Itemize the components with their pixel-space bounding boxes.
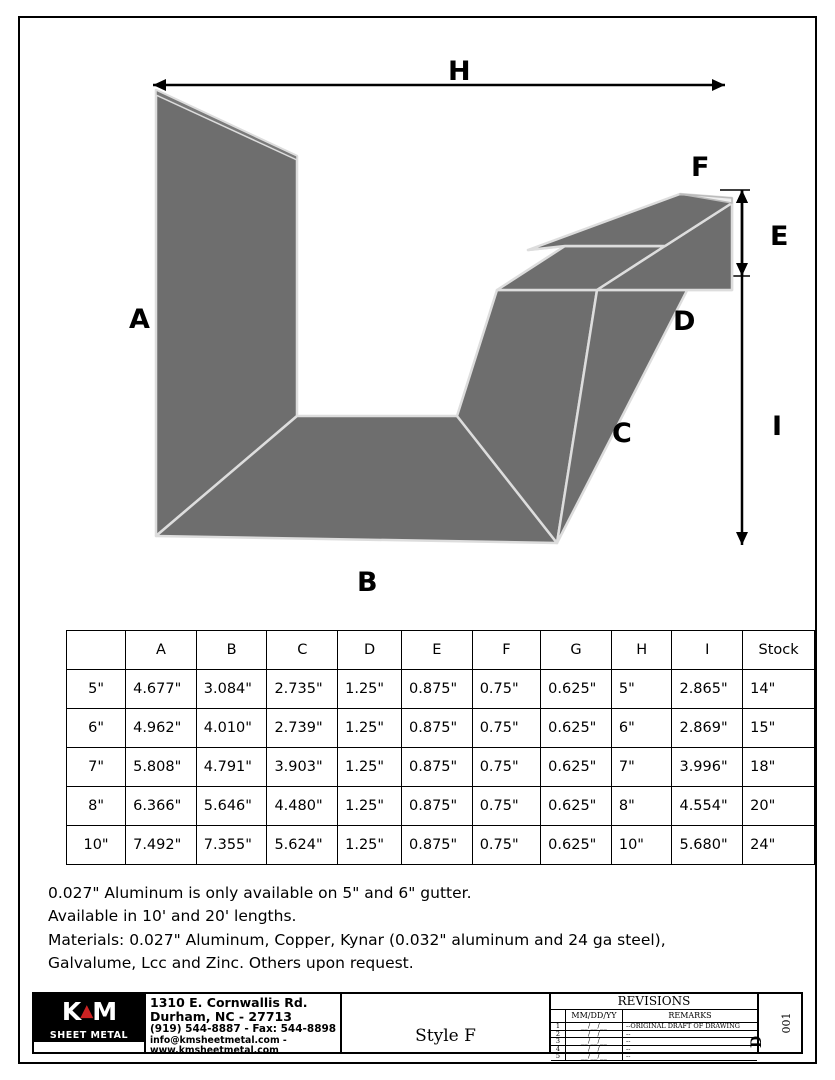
cell-c: 2.739" bbox=[267, 709, 338, 748]
rev-num: 4 bbox=[551, 1046, 566, 1053]
dimension-table bbox=[66, 630, 815, 865]
cell-b: 3.084" bbox=[196, 670, 267, 709]
rev-num: 5 bbox=[551, 1053, 566, 1060]
cell-c: 3.903" bbox=[267, 748, 338, 787]
cell-stock: 24" bbox=[743, 826, 815, 865]
rev-remarks: -- bbox=[626, 1029, 631, 1038]
logo-m: M bbox=[92, 996, 117, 1026]
label-d: D bbox=[673, 306, 696, 337]
cell-f: 0.75" bbox=[472, 748, 540, 787]
rev-remarks: -- bbox=[626, 1052, 631, 1061]
label-i: I bbox=[772, 411, 783, 442]
table-row bbox=[67, 670, 815, 709]
notes-block bbox=[48, 882, 768, 975]
rev-head-date: MM/DD/YY bbox=[566, 1010, 623, 1022]
table-row bbox=[67, 709, 815, 748]
label-e: E bbox=[770, 221, 789, 252]
cell-g: 0.625" bbox=[541, 670, 612, 709]
th-e: E bbox=[402, 631, 473, 670]
cell-size: 5" bbox=[67, 670, 126, 709]
revisions-title: REVISIONS bbox=[551, 994, 757, 1010]
cell-e: 0.875" bbox=[402, 826, 473, 865]
cell-f: 0.75" bbox=[472, 670, 540, 709]
cell-d: 1.25" bbox=[338, 826, 402, 865]
cell-h: 8" bbox=[611, 787, 672, 826]
cell-e: 0.875" bbox=[402, 748, 473, 787]
rev-remarks: --ORIGINAL DRAFT OF DRAWING bbox=[626, 1022, 740, 1030]
cell-b: 4.010" bbox=[196, 709, 267, 748]
table-row bbox=[67, 748, 815, 787]
rev-remarks: -- bbox=[626, 1037, 631, 1046]
cell-e: 0.875" bbox=[402, 670, 473, 709]
address-line-2: Durham, NC - 27713 bbox=[150, 1009, 292, 1024]
gutter-profile-drawing bbox=[20, 18, 815, 618]
label-a: A bbox=[129, 304, 150, 335]
table-row bbox=[67, 787, 815, 826]
cell-size: 7" bbox=[67, 748, 126, 787]
cell-stock: 20" bbox=[743, 787, 815, 826]
logo-k: K bbox=[61, 996, 81, 1026]
address-line-1: 1310 E. Cornwallis Rd. bbox=[150, 995, 308, 1010]
rev-date: __/__/__ bbox=[566, 1023, 623, 1030]
th-a: A bbox=[126, 631, 197, 670]
table-header-row bbox=[67, 631, 815, 670]
cell-a: 4.962" bbox=[126, 709, 197, 748]
cell-i: 2.869" bbox=[672, 709, 743, 748]
cell-e: 0.875" bbox=[402, 787, 473, 826]
th-g: G bbox=[541, 631, 612, 670]
cell-f: 0.75" bbox=[472, 787, 540, 826]
cell-c: 4.480" bbox=[267, 787, 338, 826]
logo-text bbox=[34, 994, 144, 1028]
rev-remarks: -- bbox=[626, 1044, 631, 1053]
note-line-1: 0.027" Aluminum is only available on 5" and 6" gutter. bbox=[48, 884, 472, 902]
cell-g: 0.625" bbox=[541, 748, 612, 787]
cell-a: 5.808" bbox=[126, 748, 197, 787]
arrowhead-h-left bbox=[153, 79, 166, 91]
cell-e: 0.875" bbox=[402, 709, 473, 748]
sheet-number: 001 bbox=[780, 1012, 793, 1034]
cell-d: 1.25" bbox=[338, 670, 402, 709]
cell-h: 7" bbox=[611, 748, 672, 787]
rev-num: 1 bbox=[551, 1023, 566, 1030]
label-f: F bbox=[691, 152, 710, 183]
cell-d: 1.25" bbox=[338, 709, 402, 748]
company-address bbox=[146, 994, 342, 1057]
cell-h: 5" bbox=[611, 670, 672, 709]
th-b: B bbox=[196, 631, 267, 670]
rev-date: __/__/__ bbox=[566, 1053, 623, 1060]
cell-size: 6" bbox=[67, 709, 126, 748]
sheet-info bbox=[749, 994, 801, 1052]
rev-head-num bbox=[551, 1010, 566, 1022]
cell-stock: 18" bbox=[743, 748, 815, 787]
cell-h: 10" bbox=[611, 826, 672, 865]
drawing-sheet bbox=[18, 16, 817, 1064]
table-row bbox=[67, 826, 815, 865]
th-stock: Stock bbox=[743, 631, 815, 670]
arrowhead-h-right bbox=[712, 79, 725, 91]
revision-row bbox=[551, 1053, 757, 1061]
th-d: D bbox=[338, 631, 402, 670]
cell-g: 0.625" bbox=[541, 787, 612, 826]
cell-size: 10" bbox=[67, 826, 126, 865]
rev-num: 2 bbox=[551, 1031, 566, 1038]
cell-i: 5.680" bbox=[672, 826, 743, 865]
cell-c: 5.624" bbox=[267, 826, 338, 865]
cell-i: 4.554" bbox=[672, 787, 743, 826]
title-block bbox=[32, 992, 803, 1061]
note-line-4: Galvalume, Lcc and Zinc. Others upon request. bbox=[48, 953, 414, 972]
rev-date: __/__/__ bbox=[566, 1046, 623, 1053]
cell-d: 1.25" bbox=[338, 748, 402, 787]
cell-stock: 14" bbox=[743, 670, 815, 709]
note-line-2: Available in 10' and 20' lengths. bbox=[48, 907, 297, 926]
th-i: I bbox=[672, 631, 743, 670]
cell-f: 0.75" bbox=[472, 709, 540, 748]
cell-b: 7.355" bbox=[196, 826, 267, 865]
logo-subtitle: SHEET METAL bbox=[34, 1028, 144, 1042]
rev-date: __/__/__ bbox=[566, 1031, 623, 1038]
note-line-3: Materials: 0.027" Aluminum, Copper, Kynar (0.032" aluminum and 24 ga steel), bbox=[48, 930, 666, 949]
cell-a: 6.366" bbox=[126, 787, 197, 826]
cell-a: 4.677" bbox=[126, 670, 197, 709]
contact-line: info@kmsheetmetal.com - www.kmsheetmetal.com bbox=[150, 1034, 287, 1057]
label-h: H bbox=[448, 56, 471, 87]
company-logo bbox=[34, 994, 146, 1052]
rev-date: __/__/__ bbox=[566, 1038, 623, 1045]
cell-size: 8" bbox=[67, 787, 126, 826]
rev-num: 3 bbox=[551, 1038, 566, 1045]
cell-i: 2.865" bbox=[672, 670, 743, 709]
cell-d: 1.25" bbox=[338, 787, 402, 826]
label-c: C bbox=[612, 418, 632, 449]
th-size bbox=[67, 631, 126, 670]
cell-g: 0.625" bbox=[541, 709, 612, 748]
cell-g: 0.625" bbox=[541, 826, 612, 865]
th-f: F bbox=[472, 631, 540, 670]
cell-a: 7.492" bbox=[126, 826, 197, 865]
arrowhead-e-bottom bbox=[736, 263, 748, 276]
sheet-size: D bbox=[749, 1035, 765, 1048]
rev-head-remarks: REMARKS bbox=[668, 1011, 712, 1020]
arrowhead-i-bottom bbox=[736, 532, 748, 545]
cell-stock: 15" bbox=[743, 709, 815, 748]
cell-i: 3.996" bbox=[672, 748, 743, 787]
revisions-table bbox=[551, 994, 759, 1061]
cell-b: 5.646" bbox=[196, 787, 267, 826]
cell-b: 4.791" bbox=[196, 748, 267, 787]
label-b: B bbox=[357, 567, 378, 598]
th-h: H bbox=[611, 631, 672, 670]
cell-f: 0.75" bbox=[472, 826, 540, 865]
arrowhead-e-top bbox=[736, 190, 748, 203]
cell-c: 2.735" bbox=[267, 670, 338, 709]
cell-h: 6" bbox=[611, 709, 672, 748]
drawing-style-title: Style F bbox=[342, 994, 551, 1052]
th-c: C bbox=[267, 631, 338, 670]
logo-accent: ▲ bbox=[80, 1001, 93, 1021]
phone-line: (919) 544-8887 - Fax: 544-8898 bbox=[150, 1023, 337, 1035]
